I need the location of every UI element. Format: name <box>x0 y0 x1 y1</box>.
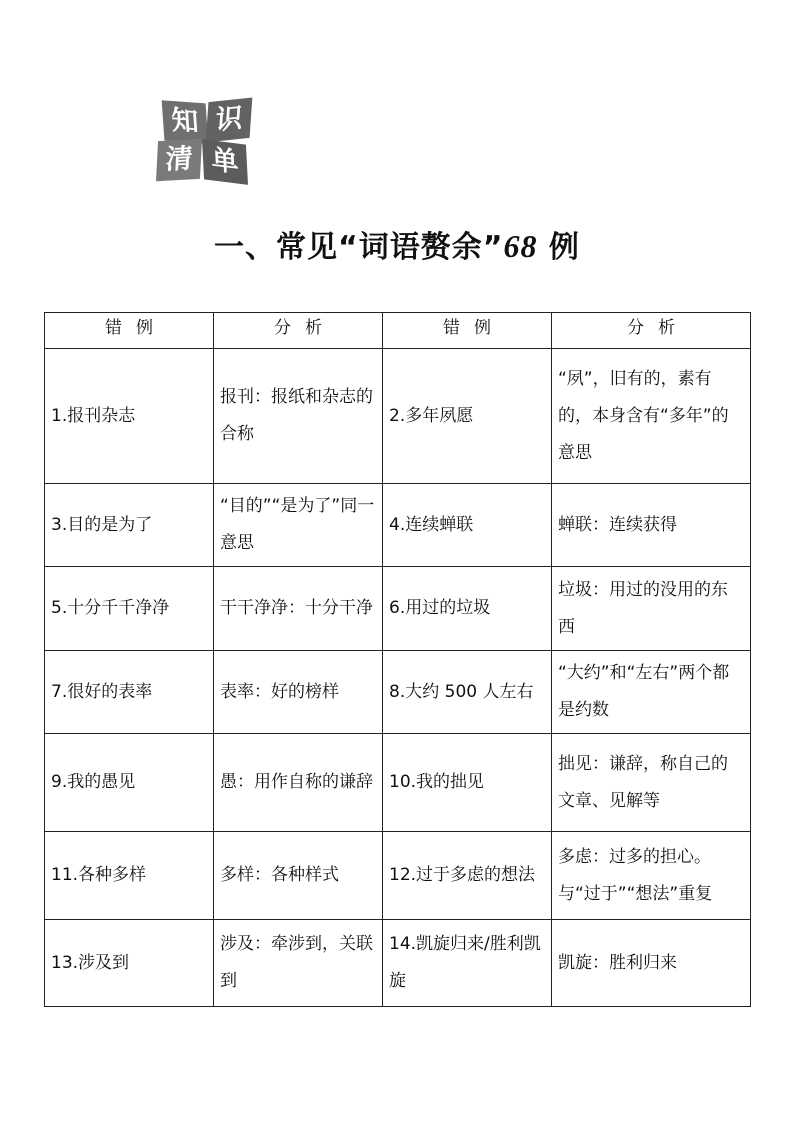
logo-tile-3: 清 <box>156 139 202 181</box>
knowledge-list-logo <box>157 98 257 184</box>
redundancy-table <box>44 312 751 1007</box>
title-prefix: 一、常见“词语赘余” <box>214 230 504 265</box>
analysis-cell: 多虑：过多的担心。与“过于”“想法”重复 <box>552 832 751 920</box>
table-row <box>45 349 751 484</box>
title-suffix: 例 <box>537 230 580 265</box>
table-row <box>45 832 751 920</box>
table-row <box>45 920 751 1007</box>
wrong-example-cell: 6.用过的垃圾 <box>383 567 552 651</box>
table-row <box>45 651 751 734</box>
analysis-cell: 表率：好的榜样 <box>214 651 383 734</box>
wrong-example-cell: 11.各种多样 <box>45 832 214 920</box>
logo-tile-4: 单 <box>202 139 248 185</box>
analysis-cell: 凯旋：胜利归来 <box>552 920 751 1007</box>
wrong-example-cell: 14.凯旋归来/胜利凯旋 <box>383 920 552 1007</box>
header-analysis: 分析 <box>214 313 383 349</box>
title-number: 68 <box>503 228 538 264</box>
wrong-example-cell: 3.目的是为了 <box>45 484 214 567</box>
wrong-example-cell: 2.多年夙愿 <box>383 349 552 484</box>
section-title <box>0 222 794 266</box>
logo-tile-2: 识 <box>206 97 253 142</box>
table-header-row <box>45 313 751 349</box>
logo-tile-1: 知 <box>162 100 209 143</box>
wrong-example-cell: 1.报刊杂志 <box>45 349 214 484</box>
table-row <box>45 484 751 567</box>
analysis-cell: 愚：用作自称的谦辞 <box>214 734 383 832</box>
wrong-example-cell: 8.大约 500 人左右 <box>383 651 552 734</box>
wrong-example-cell: 10.我的拙见 <box>383 734 552 832</box>
wrong-example-cell: 13.涉及到 <box>45 920 214 1007</box>
table-row <box>45 734 751 832</box>
wrong-example-cell: 9.我的愚见 <box>45 734 214 832</box>
analysis-cell: 蝉联：连续获得 <box>552 484 751 567</box>
wrong-example-cell: 12.过于多虑的想法 <box>383 832 552 920</box>
wrong-example-cell: 5.十分千千净净 <box>45 567 214 651</box>
analysis-cell: “大约”和“左右”两个都是约数 <box>552 651 751 734</box>
analysis-cell: 报刊：报纸和杂志的合称 <box>214 349 383 484</box>
analysis-cell: 拙见：谦辞，称自己的文章、见解等 <box>552 734 751 832</box>
wrong-example-cell: 7.很好的表率 <box>45 651 214 734</box>
analysis-cell: 涉及：牵涉到，关联到 <box>214 920 383 1007</box>
analysis-cell: “夙”，旧有的，素有的，本身含有“多年”的意思 <box>552 349 751 484</box>
table-row <box>45 567 751 651</box>
analysis-cell: 干干净净：十分干净 <box>214 567 383 651</box>
analysis-cell: “目的”“是为了”同一意思 <box>214 484 383 567</box>
header-wrong-example: 错例 <box>383 313 552 349</box>
header-wrong-example: 错例 <box>45 313 214 349</box>
wrong-example-cell: 4.连续蝉联 <box>383 484 552 567</box>
analysis-cell: 多样：各种样式 <box>214 832 383 920</box>
header-analysis: 分析 <box>552 313 751 349</box>
analysis-cell: 垃圾：用过的没用的东西 <box>552 567 751 651</box>
